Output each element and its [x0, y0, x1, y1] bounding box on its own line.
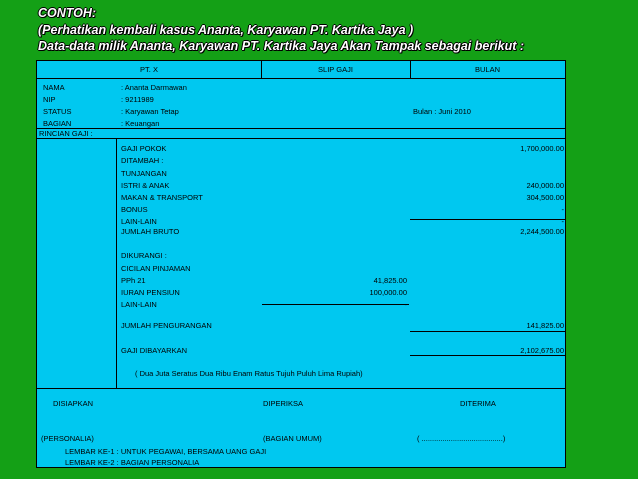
gaji-pokok-value: 1,700,000.00	[520, 144, 564, 153]
istri-anak-value: 240,000.00	[526, 181, 564, 190]
copy-line-1: LEMBAR KE-1 : UNTUK PEGAWAI, BERSAMA UANG GAJI	[65, 447, 267, 456]
lain-lain-value: -	[561, 217, 564, 226]
received-by: ( .......................................)	[417, 434, 506, 443]
gaji-dibayarkan-label: GAJI DIBAYARKAN	[121, 346, 187, 355]
bonus-label: BONUS	[121, 205, 148, 214]
nip-label: NIP	[43, 95, 56, 104]
department-label: BAGIAN	[43, 119, 72, 128]
period: Bulan : Juni 2010	[413, 107, 471, 116]
example-subheading: (Perhatikan kembali kasus Ananta, Karyawan PT. Kartika Jaya )	[38, 23, 414, 37]
jumlah-bruto-label: JUMLAH BRUTO	[121, 227, 180, 236]
rincian-label: RINCIAN GAJI :	[39, 129, 93, 138]
prepared-by: (PERSONALIA)	[41, 434, 94, 443]
amount-in-words: ( Dua Juta Seratus Dua Ribu Enam Ratus Tujuh Puluh Lima Rupiah)	[135, 369, 363, 378]
deductions-sum-line	[262, 304, 409, 305]
makan-transport-value: 304,500.00	[526, 193, 564, 202]
nip-value: : 9211989	[121, 95, 154, 104]
tunjangan-label: TUNJANGAN	[121, 169, 167, 178]
copy-line-2: LEMBAR KE-2 : BAGIAN PERSONALIA	[65, 458, 200, 467]
earnings-sum-line	[410, 219, 565, 220]
iuran-pensiun-value: 100,000.00	[369, 288, 407, 297]
istri-anak-label: ISTRI & ANAK	[121, 181, 170, 190]
lain-lain-label: LAIN-LAIN	[121, 217, 157, 226]
name-label: NAMA	[43, 83, 65, 92]
company-name: PT. X	[140, 65, 158, 74]
pph21-label: PPh 21	[121, 276, 146, 285]
name-value: : Ananta Darmawan	[121, 83, 187, 92]
checked-by: (BAGIAN UMUM)	[263, 434, 322, 443]
gaji-dibayarkan-value: 2,102,675.00	[520, 346, 564, 355]
makan-transport-label: MAKAN & TRANSPORT	[121, 193, 203, 202]
department-value: : Keuangan	[121, 119, 160, 128]
status-label: STATUS	[43, 107, 72, 116]
detail-bottom-divider	[37, 388, 565, 389]
salary-slip	[36, 60, 566, 468]
deduction-lain-value: -	[404, 300, 407, 309]
deduction-lain-label: LAIN-LAIN	[121, 300, 157, 309]
example-heading: CONTOH:	[38, 6, 97, 20]
slip-header-divider	[37, 78, 565, 79]
ditambah-label: DITAMBAH :	[121, 156, 164, 165]
jumlah-bruto-value: 2,244,500.00	[520, 227, 564, 236]
jumlah-pengurangan-label: JUMLAH PENGURANGAN	[121, 321, 212, 330]
net-underline	[410, 355, 565, 356]
status-value: : Karyawan Tetap	[121, 107, 179, 116]
cicilan-label: CICILAN PINJAMAN	[121, 264, 191, 273]
identity-divider	[37, 128, 565, 129]
month-header: BULAN	[474, 65, 500, 74]
detail-left-border	[116, 138, 117, 389]
iuran-pensiun-label: IURAN PENSIUN	[121, 288, 180, 297]
prepared-label: DISIAPKAN	[53, 399, 94, 408]
slip-title: SLIP GAJI	[318, 65, 353, 74]
gaji-pokok-label: GAJI POKOK	[121, 144, 167, 153]
net-sum-line	[410, 331, 565, 332]
dikurangi-label: DIKURANGI :	[121, 251, 167, 260]
pph21-value: 41,825.00	[373, 276, 407, 285]
received-label: DITERIMA	[460, 399, 496, 408]
checked-label: DIPERIKSA	[263, 399, 304, 408]
bonus-value: -	[561, 205, 564, 214]
example-description: Data-data milik Ananta, Karyawan PT. Kartika Jaya Akan Tampak sebagai berikut :	[38, 39, 525, 53]
jumlah-pengurangan-value: 141,825.00	[526, 321, 564, 330]
